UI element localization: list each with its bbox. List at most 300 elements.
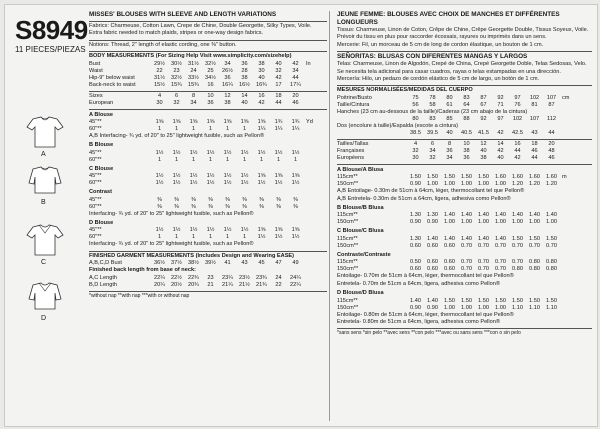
cell-value: 8 [191, 92, 196, 99]
body-measurements-title: BODY MEASUREMENTS (For Sizing Help Visit www.simplicity.com/sizehelp) [89, 53, 292, 60]
cell-value: 10 [207, 92, 214, 99]
cell-value: 78 [429, 94, 436, 101]
table-row [337, 123, 572, 130]
cell-value: 22¾ [188, 274, 199, 281]
blouse-d-sketch [25, 281, 65, 315]
cell-value: 36 [224, 74, 231, 81]
cell-value: 32 [412, 147, 419, 154]
cell-value: 1.40 [546, 212, 557, 219]
cell-value: 42 [497, 129, 504, 136]
cell-value [304, 173, 316, 180]
cell-value: 0.90 [410, 181, 421, 188]
cell-value: 1⅝ [172, 119, 181, 126]
cell-value [560, 305, 572, 312]
cell-value: 24 [275, 274, 282, 281]
yardage-table [337, 212, 572, 226]
cell-value: 75 [412, 94, 419, 101]
cell-value: 1 [191, 234, 196, 241]
table-row [337, 219, 572, 226]
cell-value: 1.50 [410, 174, 421, 181]
row-label: 115cm** [337, 212, 358, 219]
cell-value: 24¼ [290, 274, 301, 281]
table-row [89, 180, 316, 187]
table-row [337, 298, 572, 305]
interfacing-note: Interfacing- ¾ yd. of 20" to 25" lightweight fusible, such as Pellon® [89, 241, 254, 248]
cell-value: 20 [548, 140, 555, 147]
row-label: Françaises [337, 147, 365, 154]
row-label: 115cm** [337, 259, 358, 266]
table-row [89, 93, 304, 100]
table-row [89, 82, 316, 89]
row-label: 115cm** [337, 174, 358, 181]
cell-value: 32 [275, 67, 282, 74]
cell-value: 0.70 [495, 242, 506, 249]
yardage-table [337, 174, 572, 188]
cell-value: 1 [157, 156, 162, 163]
cell-value: ⅜ [191, 203, 196, 210]
cell-value: 1.00 [478, 219, 489, 226]
cell-value: 56 [412, 101, 419, 108]
cell-value: 0.60 [427, 266, 438, 273]
cell-value: 1½ [257, 180, 266, 187]
cell-value: 38.5 [410, 129, 421, 136]
row-label: Hip-9" below waist [89, 74, 135, 81]
cell-value: ⅜ [276, 196, 281, 203]
cell-value: 1¼ [257, 126, 266, 133]
row-label: 60"** [89, 180, 102, 187]
cell-value: 1½ [240, 227, 249, 234]
interfacing-note: Entretela- 0.80m de 51cm a 64cm, ligera, adhesiva como Pellon® [337, 318, 501, 325]
cell-value: 1.20 [529, 181, 540, 188]
mesures-title: MESURES NORMALISÉES/MEDIDAS DEL CUERPO [337, 87, 473, 94]
row-label: 150cm** [337, 242, 359, 249]
cell-value: 107 [529, 115, 540, 122]
yardage-groups [89, 112, 327, 249]
cell-value: 1 [259, 156, 264, 163]
cell-value [560, 219, 572, 226]
cell-value: 25 [207, 67, 214, 74]
cell-value: 30 [258, 67, 265, 74]
cell-value: 92 [497, 94, 504, 101]
yardage-table [337, 298, 572, 312]
cell-value: 4 [157, 92, 162, 99]
finished-measurements-title: FINISHED GARMENT MEASUREMENTS (Includes Design and Wearing EASE) [89, 252, 295, 259]
cell-value: 87 [548, 101, 555, 108]
garment-view-title: Contraste/Contraste [337, 251, 391, 258]
cell-value: 34 [292, 67, 299, 74]
cell-value: 83 [429, 115, 436, 122]
cell-value [560, 298, 572, 305]
cell-value: 42 [275, 74, 282, 81]
cell-value: 40 [241, 99, 248, 106]
cell-value: 40 [258, 74, 265, 81]
cell-value: 42 [514, 154, 521, 161]
cell-value: 1.00 [444, 181, 455, 188]
finished-length-table [89, 275, 316, 289]
cell-value: 34 [190, 99, 197, 106]
cell-value: 1½ [206, 180, 215, 187]
cell-value: 23 [207, 274, 214, 281]
garment-view-title: Contrast [89, 189, 112, 196]
notions-text: Notions: Thread, 2" length of elastic cording, one ⅜" button. [89, 41, 237, 48]
cell-value: 81 [531, 101, 538, 108]
cell-value: ⅜ [276, 203, 281, 210]
cell-value: 1⅝ [257, 119, 266, 126]
cell-value: 67 [480, 101, 487, 108]
cell-value [560, 181, 572, 188]
cell-value [304, 260, 316, 267]
cell-value: 1.40 [478, 212, 489, 219]
cell-value: 43 [241, 260, 248, 267]
cell-value: 1⅝ [206, 119, 215, 126]
cell-value: 1.00 [478, 181, 489, 188]
francaises-table [337, 148, 560, 155]
cell-value: 16½ [239, 81, 250, 88]
cell-value: 1 [208, 156, 213, 163]
cell-value: 43 [531, 129, 538, 136]
cell-value: 21 [207, 281, 214, 288]
row-label: 115cm** [337, 235, 358, 242]
cell-value: 88 [463, 115, 470, 122]
cell-value [304, 197, 316, 204]
row-label: 60"** [89, 203, 102, 210]
pattern-number: S8949 [15, 15, 88, 45]
cell-value: 47 [275, 260, 282, 267]
cell-value: 0.60 [427, 242, 438, 249]
metrage-groups [337, 167, 592, 326]
cell-value: 38 [480, 154, 487, 161]
cell-value: 83 [463, 94, 470, 101]
cell-value: 1½ [274, 149, 283, 156]
cell-value [304, 227, 316, 234]
cell-value: 0.80 [529, 266, 540, 273]
cell-value: 1½ [206, 149, 215, 156]
cell-value: 1 [208, 234, 213, 241]
cell-value: 1⅝ [274, 227, 283, 234]
pattern-envelope-back [4, 4, 598, 427]
row-label: 150cm** [337, 304, 359, 311]
french-spanish-footnote: *sans sens *sin pelo **avec sens **con pelo ***avec ou sans sens ***con o sin pelo [337, 330, 521, 337]
cell-value: 44 [548, 129, 555, 136]
pattern-header [15, 17, 88, 54]
cell-value: 1.60 [546, 174, 557, 181]
table-row [89, 126, 316, 133]
blouse-c-sketch [25, 223, 65, 257]
row-label: Européens [337, 154, 365, 161]
cell-value: 1½ [172, 149, 181, 156]
cell-value: 49 [292, 260, 299, 267]
cell-value: ⅜ [225, 203, 230, 210]
cell-value: Yd [306, 119, 313, 126]
table-row [89, 260, 316, 267]
table-row [89, 157, 316, 164]
cell-value: 12 [480, 140, 487, 147]
row-label: 60"** [89, 234, 102, 241]
cell-value: ⅜ [225, 196, 230, 203]
cell-value: 0.90 [427, 219, 438, 226]
fabrics-text: Fabrics: Charmeuse, Cotton Lawn, Crepe de Chine, Double Georgette, Silky Types, Voile. [89, 23, 312, 29]
cell-value: 1.30 [410, 235, 421, 242]
cell-value: 1⅝ [189, 119, 198, 126]
cell-value: 38½ [188, 260, 199, 267]
table-row [89, 119, 316, 126]
cell-value: ⅜ [293, 203, 298, 210]
cell-value: 1.50 [461, 174, 472, 181]
telas-text: Telas: Charmeuse, Linon de Algodón, Crepé de China, Crepé Georgette Doble, Telas Sedosas, Velo. Se necesita tela adicional para casar cuadros, rayas o telas estampadas en una dirección. [337, 61, 587, 75]
cell-value: 1⅝ [257, 227, 266, 234]
cell-value: 1.40 [512, 212, 523, 219]
cell-value [304, 68, 316, 75]
cell-value: 0.60 [427, 259, 438, 266]
cell-value: 46 [292, 99, 299, 106]
row-label: Dos (encolure à taille)/Espalda (escote a cintura) [337, 122, 458, 129]
cell-value: 34½ [205, 74, 216, 81]
english-title: MISSES' BLOUSES WITH SLEEVE AND LENGTH VARIATIONS [89, 11, 277, 18]
cell-value: 1.00 [427, 181, 438, 188]
cell-value: 1.50 [546, 297, 557, 304]
cell-value: 1¾ [274, 119, 283, 126]
table-row [89, 197, 316, 204]
cell-value: 0.60 [410, 242, 421, 249]
cell-value: 1 [225, 156, 230, 163]
cell-value: 0.90 [410, 304, 421, 311]
cell-value: 18 [275, 92, 282, 99]
cell-value: 85 [446, 115, 453, 122]
cell-value: 0.70 [495, 266, 506, 273]
interfacing-note: A,B Entoilage- 0.30m de 51cm à 64cm, léger, thermocollant tel que Pellon® [337, 188, 525, 195]
cell-value: 0.70 [495, 259, 506, 266]
row-label: 45"** [89, 173, 102, 180]
cell-value: ⅜ [174, 196, 179, 203]
cell-value: 1½ [172, 180, 181, 187]
row-label: A,B,C,D Bust [89, 260, 122, 267]
cell-value: 1 [174, 234, 179, 241]
interfacing-note: A,B Interfacing- ¾ yd. of 20" to 25" lightweight fusible, such as Pellon® [89, 133, 265, 140]
cell-value: 1½ [189, 227, 198, 234]
cell-value: ⅜ [242, 196, 247, 203]
cell-value: 41.5 [478, 129, 489, 136]
french-title: JEUNE FEMME: BLOUSES AVEC CHOIX DE MANCHES ET DIFFÉRENTES LONGUEURS [337, 11, 560, 26]
cell-value: 0.90 [427, 304, 438, 311]
cell-value: 1.50 [444, 174, 455, 181]
cell-value: 0.80 [546, 259, 557, 266]
cell-value: 12 [224, 92, 231, 99]
cell-value: ⅜ [208, 196, 213, 203]
table-row [337, 130, 572, 137]
yardage-table [89, 150, 316, 164]
cell-value: 1½ [206, 173, 215, 180]
cell-value: 1.00 [495, 181, 506, 188]
cell-value: ⅜ [293, 196, 298, 203]
row-label: 45"** [89, 196, 102, 203]
cell-value: 1½ [257, 234, 266, 241]
cell-value [304, 150, 316, 157]
view-label-a: A [41, 151, 46, 158]
cell-value: 32 [173, 99, 180, 106]
interfacing-note: Entoilage- 0.70m de 51cm à 64cm, léger, thermocollant tel que Pellon® [337, 273, 514, 280]
cell-value: 1 [242, 126, 247, 133]
cell-value: ⅜ [259, 203, 264, 210]
cell-value: 1½ [223, 227, 232, 234]
cell-value: 1⅝ [257, 173, 266, 180]
cell-value: 80 [446, 94, 453, 101]
row-label: Sizes [89, 92, 103, 99]
cell-value: 40 [480, 147, 487, 154]
cell-value: 17 [275, 81, 282, 88]
cell-value: 61 [446, 101, 453, 108]
cell-value: 20¾ [188, 281, 199, 288]
row-label: Tailles/Tallas [337, 140, 369, 147]
cell-value: 1.10 [529, 304, 540, 311]
cell-value: 41 [224, 260, 231, 267]
blouse-a-sketch [25, 115, 65, 149]
cell-value: 34 [429, 147, 436, 154]
cell-value: 1.40 [427, 235, 438, 242]
cell-value: 28 [241, 67, 248, 74]
cell-value: 0.70 [512, 242, 523, 249]
cell-value [560, 212, 572, 219]
cell-value: 1⅝ [155, 119, 164, 126]
cell-value [304, 126, 316, 133]
european-sizes-table [89, 100, 304, 107]
cell-value: 1½ [189, 180, 198, 187]
mercerie-text: Mercerie: Fil, un morceau de 5 cm de long de cordon élastique, un bouton de 1 cm. [337, 41, 544, 48]
cell-value: 1½ [291, 180, 300, 187]
cell-value: 10 [463, 140, 470, 147]
cell-value [304, 82, 316, 89]
body-measurements-table [89, 61, 316, 89]
cell-value: 42 [292, 60, 299, 67]
cell-value: 18 [531, 140, 538, 147]
cell-value: 23¾ [256, 274, 267, 281]
cell-value: 15¾ [171, 81, 182, 88]
table-row [89, 100, 304, 107]
interfacing-note: Entoilage- 0.80m de 51cm à 64cm, léger, thermocollant tel que Pellon® [337, 311, 514, 318]
cell-value: 36 [446, 147, 453, 154]
cell-value: 21½ [239, 281, 250, 288]
blouse-b-sketch [25, 165, 65, 199]
cell-value: 76 [514, 101, 521, 108]
merceria-text: Mercería: Hilo, un pedazo de cordón elástico de 5 cm de largo, un botón de 1 cm. [337, 76, 540, 83]
cell-value: 1.10 [512, 304, 523, 311]
cell-value: 23½ [239, 274, 250, 281]
cell-value: 14 [241, 92, 248, 99]
cell-value: 31½ [154, 74, 165, 81]
cell-value: 1 [191, 126, 196, 133]
cell-value [304, 275, 316, 282]
yardage-table [337, 259, 572, 273]
cell-value: 1½ [240, 180, 249, 187]
cell-value: 30½ [171, 60, 182, 67]
piece-count: 11 PIECES/PIEZAS [15, 45, 86, 54]
cell-value: 6 [174, 92, 179, 99]
yardage-table [89, 197, 316, 211]
cell-value: 71 [497, 101, 504, 108]
cell-value: cm [562, 94, 570, 101]
cell-value: 1⅝ [291, 227, 300, 234]
row-label: 45"** [89, 119, 102, 126]
cell-value: 0.70 [461, 259, 472, 266]
cell-value: 21¾ [256, 281, 267, 288]
column-divider [329, 11, 330, 421]
finished-bust-table [89, 260, 316, 267]
row-label: 60"** [89, 156, 102, 163]
table-row [337, 109, 572, 116]
row-label [337, 130, 407, 137]
tissus-text: Tissus: Charmeuse, Linon de Coton, Crêpe de Chine, Crêpe Georgette Double, Tissus Soyeux, Voile. Prévoir du tissu en plus pour raccorder écossais, rayures ou imprimés dans un sens. [337, 27, 589, 41]
cell-value: 1.00 [461, 304, 472, 311]
cell-value: 1 [242, 156, 247, 163]
table-row [89, 282, 316, 289]
cell-value: 112 [547, 115, 556, 122]
table-row [89, 61, 316, 68]
cell-value: 1 [174, 126, 179, 133]
cell-value: 1.40 [478, 235, 489, 242]
cell-value: 87 [480, 94, 487, 101]
cell-value: 1.40 [427, 297, 438, 304]
cell-value: 1.00 [495, 304, 506, 311]
cell-value: 31½ [188, 60, 199, 67]
cell-value: 16¾ [256, 81, 267, 88]
cell-value: 24 [190, 67, 197, 74]
cell-value: 1 [191, 156, 196, 163]
cell-value: 1.60 [529, 174, 540, 181]
cell-value: 1.50 [529, 297, 540, 304]
cell-value: 0.70 [461, 266, 472, 273]
cell-value: 44 [275, 99, 282, 106]
row-label: Hanches (23 cm au-dessous de la taille)/Caderas (23 cm abajo de la cintura) [337, 108, 528, 115]
cell-value: 1.00 [546, 219, 557, 226]
cell-value: 1.50 [427, 174, 438, 181]
row-label: 150cm** [337, 219, 359, 226]
table-row [89, 204, 316, 211]
row-label: 60"** [89, 126, 102, 133]
row-label: Poitrine/Busto [337, 94, 372, 101]
cell-value: 40 [446, 129, 453, 136]
cell-value: 39½ [205, 260, 216, 267]
table-row [89, 275, 316, 282]
cell-value [560, 266, 572, 273]
cell-value: ⅜ [157, 203, 162, 210]
cell-value: 46 [548, 154, 555, 161]
cell-value [304, 180, 316, 187]
cell-value: 14 [497, 140, 504, 147]
cell-value: 0.70 [546, 242, 557, 249]
cell-value: 20¼ [154, 281, 165, 288]
cell-value: 0.90 [410, 219, 421, 226]
cell-value: 16 [514, 140, 521, 147]
cell-value: 38 [258, 60, 265, 67]
cell-value: 16 [258, 92, 265, 99]
cell-value: 38 [463, 147, 470, 154]
cell-value: 1½ [257, 149, 266, 156]
garment-view-title: D Blouse [89, 220, 114, 227]
garment-view-title: B Blouse/B Blusa [337, 205, 384, 212]
cell-value: 36½ [154, 260, 165, 267]
cell-value: 1.50 [444, 297, 455, 304]
cell-value: 1.40 [410, 297, 421, 304]
cell-value: 1 [208, 126, 213, 133]
cell-value [304, 204, 316, 211]
table-row [337, 148, 560, 155]
cell-value: 1.50 [478, 297, 489, 304]
garment-view-title: C Blouse/C Blusa [337, 228, 384, 235]
fabrics-note: Extra fabric needed to match plaids, stripes or one-way design fabrics. [89, 30, 264, 37]
cell-value: 23¼ [222, 274, 233, 281]
cell-value: 46 [531, 147, 538, 154]
cell-value: ⅜ [174, 203, 179, 210]
cell-value: 1½ [223, 180, 232, 187]
